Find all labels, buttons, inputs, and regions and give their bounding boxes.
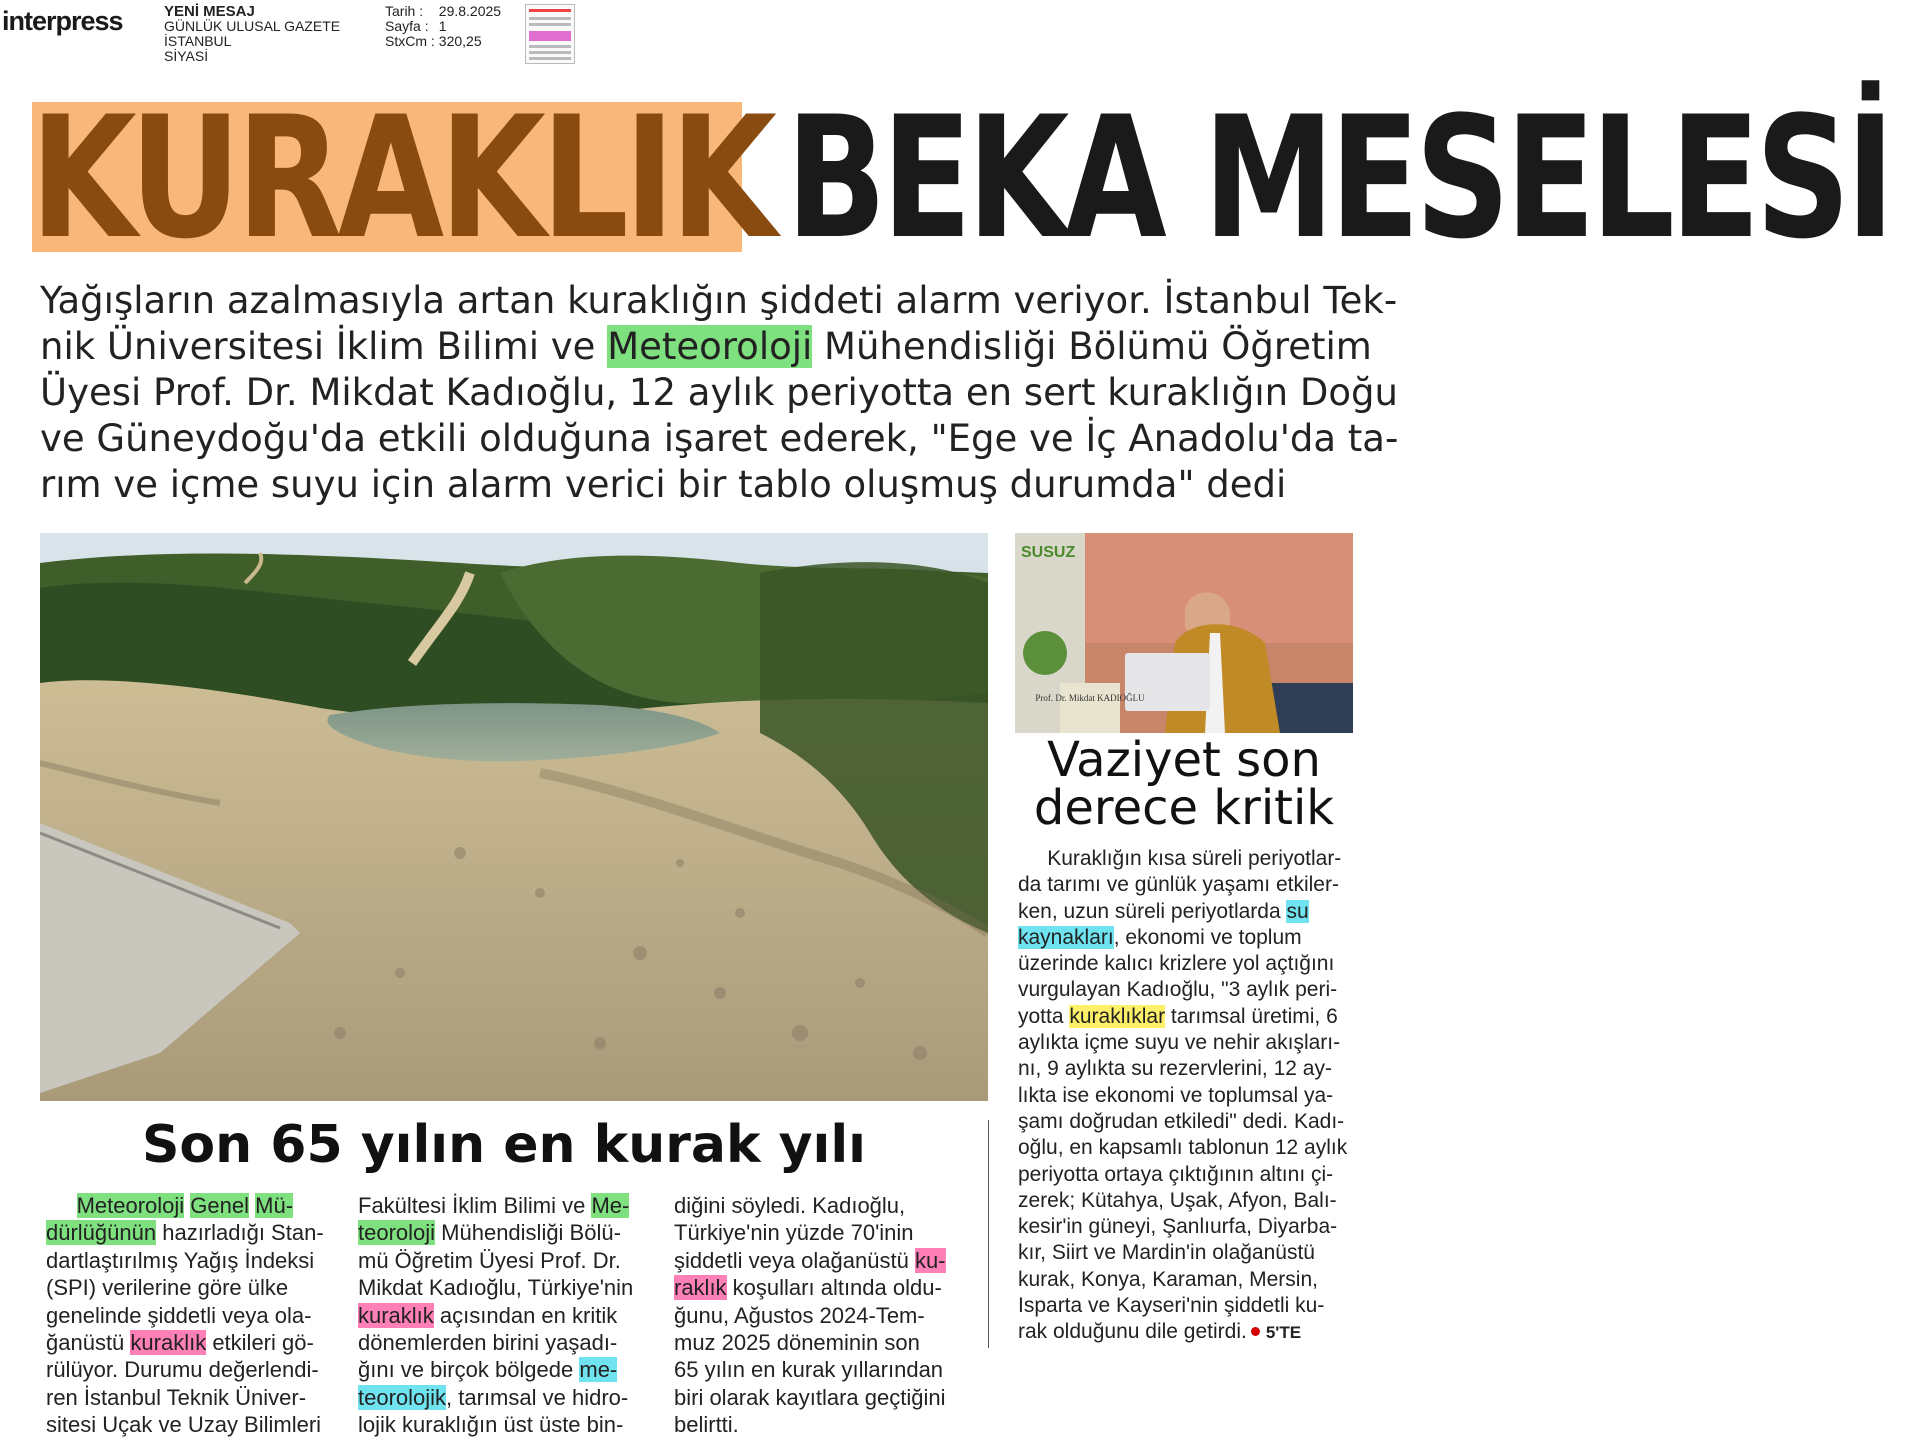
body-column-2: Fakültesi İklim Bilimi ve Me- teoroloji Mühendisliği Bölü- mü Öğretim Üyesi Prof. Dr. Mikdat Kadıoğlu, Türkiye'nin kuraklık açısından en kritik dönemlerden birini yaşadı- ğını ve birçok bölgede me- teorolojik, tarımsal ve hidro- lojik kuraklığın üst üste bin-: [358, 1193, 634, 1438]
body-column-1: Meteoroloji Genel Mü- dürlüğünün hazırladığı Stan- dartlaştırılmış Yağış İndeksi (SPI) verilerine göre ülke genelinde şiddetli veya ola- ğanüstü kuraklık etkileri gö- rülüyor. Durumu değerlendi- ren İstanbul Teknik Üniver- sitesi Uçak ve Uzay Bilimleri: [46, 1193, 324, 1438]
reservoir-photo: [40, 533, 988, 1101]
body-column-3: diğini söyledi. Kadıoğlu, Türkiye'nin yüzde 70'inin şiddetli veya olağanüstü ku- raklık koşulları altında oldu- ğunu, Ağustos 2024-Tem- muz 2025 döneminin son 65 yılın en kurak yıllarından biri olarak kayıtlara geçtiğini belirtti.: [674, 1193, 946, 1438]
professor-photo: [1015, 533, 1353, 733]
subhead-side: Vaziyet son derece kritik: [1033, 732, 1335, 836]
publication-city: İSTANBUL: [164, 33, 232, 49]
clip-meta: [385, 4, 505, 49]
subhead-main: Son 65 yılın en kurak yılı: [141, 1115, 867, 1175]
page-value: 1: [438, 18, 447, 34]
headline-kuraklik: KURAKLIK: [30, 80, 773, 276]
lead-paragraph: Yağışların azalmasıyla artan kuraklığın şiddeti alarm veriyor. İstanbul Tek- nik Üniversitesi İklim Bilimi ve Meteoroloji Mühendisliği Bölümü Öğretim Üyesi Prof. Dr. Mikdat Kadıoğlu, 12 aylık periyotta en sert kuraklığın Doğu ve Güneydoğu'da etkili olduğuna işaret ederek, "Ege ve İç Anadolu'da ta- rım ve içme suyu için alarm verici bir tablo oluşmuş durumda" dedi: [40, 279, 1399, 506]
page-label: Sayfa :: [385, 18, 429, 34]
body-column-side: Kuraklığın kısa süreli periyotlar- da tarımı ve günlük yaşamı etkiler- ken, uzun süreli periyotlarda su kaynakları, ekonomi ve toplum üzerinde kalıcı krizlere yol açtığını vurgulayan Kadıoğlu, "3 aylık peri- yotta kuraklıklar tarımsal üretimi, 6 aylıkta içme suyu ve nehir akışları- nı, 9 aylıkta su rezervlerini, 12 ay- lıkta ise ekonomi ve toplumsal ya- şamı doğrudan etkiledi" dedi. Kadı- oğlu, en kapsamlı tablonun 12 aylık periyotta ortaya çıktığının altını çi- zerek; Kütahya, Uşak, Afyon, Balı- kesir'in güneyi, Şanlıurfa, Diyarba- kır, Siirt ve Mardin'in olağanüstü kurak, Konya, Karaman, Mersin, Isparta ve Kayseri'nin şiddetli ku- rak olduğunu dile getirdi. 5'TE: [1018, 847, 1348, 1344]
interpress-logo: interpress: [2, 6, 123, 36]
bullet-icon: [1251, 1327, 1260, 1336]
date-value: 29.8.2025: [438, 3, 502, 19]
column-divider: [988, 1120, 989, 1348]
publication-type: GÜNLÜK ULUSAL GAZETE: [164, 18, 341, 34]
stxcm-label: StxCm :: [385, 33, 435, 49]
headline-beka-meselesi: BEKA MESELESİ: [786, 80, 1891, 276]
publication-section: SİYASİ: [164, 48, 209, 64]
svg-text:SUSUZ: SUSUZ: [1021, 544, 1076, 561]
publication-info: [164, 4, 340, 64]
date-label: Tarih :: [385, 3, 424, 19]
stxcm-value: 320,25: [438, 33, 482, 49]
page-thumbnail[interactable]: [525, 4, 575, 64]
nameplate: Prof. Dr. Mikdat KADIOĞLU: [1035, 693, 1145, 703]
publication-name: YENİ MESAJ: [164, 3, 255, 20]
continue-link[interactable]: 5'TE: [1265, 1323, 1302, 1343]
keyword-highlight: Meteoroloji: [607, 325, 813, 368]
